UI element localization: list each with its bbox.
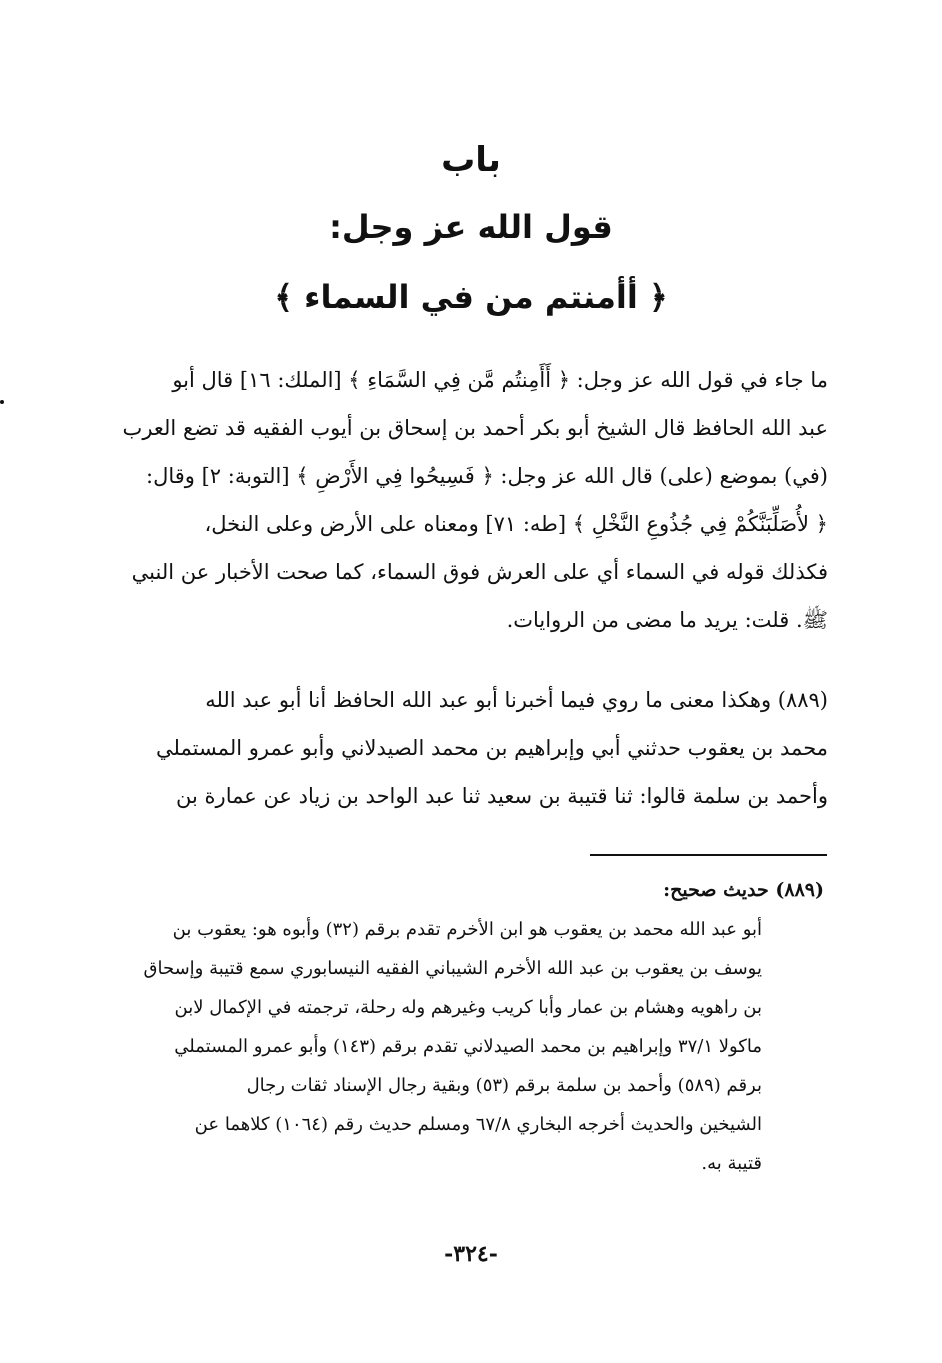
footnote-line: بن راهويه وهشام بن عمار وأبا كريب وغيرهم وله رحلة، ترجمته في الإكمال لابن — [174, 997, 762, 1018]
margin-mark — [0, 400, 4, 404]
chapter-title-line-1: قول الله عز وجل: — [329, 208, 613, 246]
footnote-separator — [590, 854, 827, 856]
paragraph-1-line: ﴿ لأُصَلِّبَنَّكُمْ فِي جُذُوعِ النَّخْلِ ﴾ [طه: ٧١] ومعناه على الأرض وعلى النخل، — [204, 512, 828, 536]
footnote-line: ماكولا ٣٧/١ وإبراهيم بن محمد الصيدلاني تقدم برقم (١٤٣) وأبو عمرو المستملي — [174, 1036, 762, 1057]
paragraph-2-line: وأحمد بن سلمة قالوا: ثنا قتيبة بن سعيد ثنا عبد الواحد بن زياد عن عمارة بن — [176, 784, 828, 808]
chapter-title-verse: ﴿ أأمنتم من في السماء ﴾ — [274, 278, 668, 316]
page-number: -٣٢٤- — [444, 1241, 498, 1267]
paragraph-2-line: (٨٨٩) وهكذا معنى ما روي فيما أخبرنا أبو عبد الله الحافظ أنا أبو عبد الله — [205, 688, 828, 712]
chapter-word: باب — [441, 140, 501, 180]
paragraph-1-line: عبد الله الحافظ قال الشيخ أبو بكر أحمد بن إسحاق بن أيوب الفقيه قد تضع العرب — [122, 416, 828, 440]
paragraph-2-line: محمد بن يعقوب حدثني أبي وإبراهيم بن محمد الصيدلاني وأبو عمرو المستملي — [156, 736, 828, 760]
footnote-line: أبو عبد الله محمد بن يعقوب هو ابن الأخرم تقدم برقم (٣٢) وأبوه هو: يعقوب بن — [172, 919, 762, 940]
footnote-line: يوسف بن يعقوب بن عبد الله الأخرم الشيباني الفقيه النيسابوري سمع قتيبة وإسحاق — [143, 958, 762, 979]
paragraph-1-line: ﷺ. قلت: يريد ما مضى من الروايات. — [506, 608, 828, 632]
paragraph-1-line: ما جاء في قول الله عز وجل: ﴿ أَأَمِنتُم مَّن فِي السَّمَاءِ ﴾ [الملك: ١٦] قال أبو — [172, 368, 828, 392]
paragraph-1 — [118, 356, 828, 644]
footnote-title: (٨٨٩) حديث صحيح: — [663, 879, 824, 901]
paragraph-1-line: فكذلك قوله في السماء أي على العرش فوق السماء، كما صحت الأخبار عن النبي — [131, 560, 828, 584]
footnote-line: برقم (٥٨٩) وأحمد بن سلمة برقم (٥٣) وبقية رجال الإسناد ثقات رجال — [246, 1075, 762, 1096]
footnote-line: قتيبة به. — [701, 1153, 762, 1174]
footnote-line: الشيخين والحديث أخرجه البخاري ٦٧/٨ ومسلم حديث رقم (١٠٦٤) كلاهما عن — [194, 1114, 762, 1135]
footnote-body — [125, 910, 762, 1183]
paragraph-2-hadith-889 — [118, 676, 828, 820]
paragraph-1-line: (في) بموضع (على) قال الله عز وجل: ﴿ فَسِيحُوا فِي الأَرْضِ ﴾ [التوبة: ٢] وقال: — [146, 464, 828, 488]
